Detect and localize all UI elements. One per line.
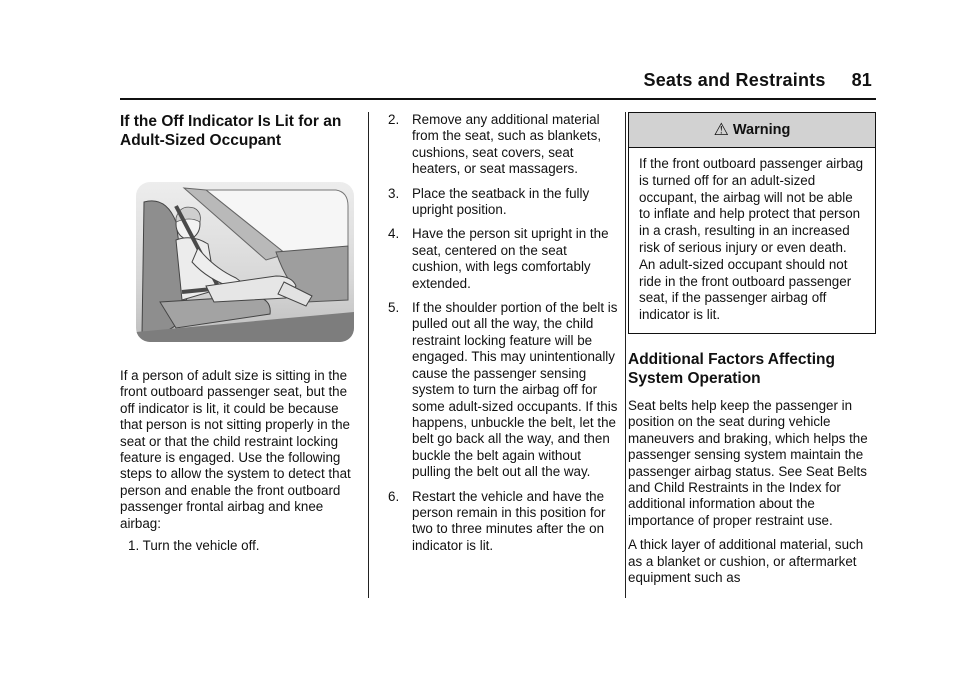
column-divider-2 <box>625 112 626 598</box>
warning-icon: ⚠ <box>713 119 729 139</box>
step-1: 1. Turn the vehicle off. <box>128 538 260 554</box>
step-item <box>388 300 620 480</box>
step-item <box>388 112 620 178</box>
column-2 <box>388 112 620 562</box>
step-number: 3. <box>388 185 400 201</box>
warning-title: Warning <box>732 121 791 138</box>
column-1 <box>120 112 356 554</box>
header-rule <box>120 98 876 100</box>
step-number: 4. <box>388 226 400 242</box>
subsection-heading: Additional Factors Affecting System Operation <box>628 350 835 387</box>
step-text: Place the seatback in the fully upright position. <box>412 185 590 218</box>
factors-paragraph: Seat belts help keep the passenger in position on the seat during vehicle maneuvers and braking, which helps the passenger sensing system maintain the passenger airbag status. See Seat Belts and Child Restraints in the Index for additional information about the importance of proper restraint use. <box>628 397 868 528</box>
section-heading: If the Off Indicator Is Lit for an Adult-Sized Occupant <box>120 113 342 149</box>
step-text: If the shoulder portion of the belt is pulled out all the way, the child restraint locking feature will be engaged. This may unintentionally cause the passenger sensing system to turn the airbag off for some adult-sized occupants. If this happens, unbuckle the belt, let the belt go back all the way, and then buckle the belt again without pulling the belt out all the way. <box>412 300 618 480</box>
material-paragraph: A thick layer of additional material, such as a blanket or cushion, or aftermarket equipment such as <box>628 537 864 586</box>
step-number: 6. <box>388 488 400 504</box>
warning-text: If the front outboard passenger airbag is turned off for an adult-sized occupant, the airbag will not be able to inflate and help protect that person in a crash, resulting in an increased risk of serious injury or even death. An adult-sized occupant should not ride in the front outboard passenger seat, if the passenger airbag off indicator is lit. <box>639 156 864 323</box>
step-text: Have the person sit upright in the seat, centered on the seat cushion, with legs comfortably extended. <box>412 226 609 291</box>
warning-header <box>629 113 875 148</box>
step-text: Restart the vehicle and have the person remain in this position for two to three minutes after the on indicator is lit. <box>412 488 606 553</box>
header-title: Seats and Restraints <box>643 70 826 90</box>
step-text: Remove any additional material from the seat, such as blankets, cushions, seat covers, seat heaters, or seat massagers. <box>412 112 602 177</box>
step-number: 2. <box>388 112 400 127</box>
step-item <box>388 186 620 219</box>
step-item <box>388 226 620 292</box>
step-number: 5. <box>388 300 400 316</box>
step-item <box>388 489 620 555</box>
page-header <box>120 70 872 91</box>
column-divider-1 <box>368 112 369 598</box>
page-number: 81 <box>851 70 872 90</box>
intro-paragraph: If a person of adult size is sitting in the front outboard passenger seat, but the off indicator is lit, it could be because that person is not sitting properly in the seat or that the child restraint locking feature is engaged. Use the following steps to allow the system to detect that person and enable the front outboard passenger frontal airbag and knee airbag: <box>120 368 351 531</box>
warning-box <box>628 112 876 334</box>
steps-list <box>388 112 620 554</box>
seated-occupant-illustration <box>136 182 354 342</box>
column-3 <box>628 112 876 586</box>
